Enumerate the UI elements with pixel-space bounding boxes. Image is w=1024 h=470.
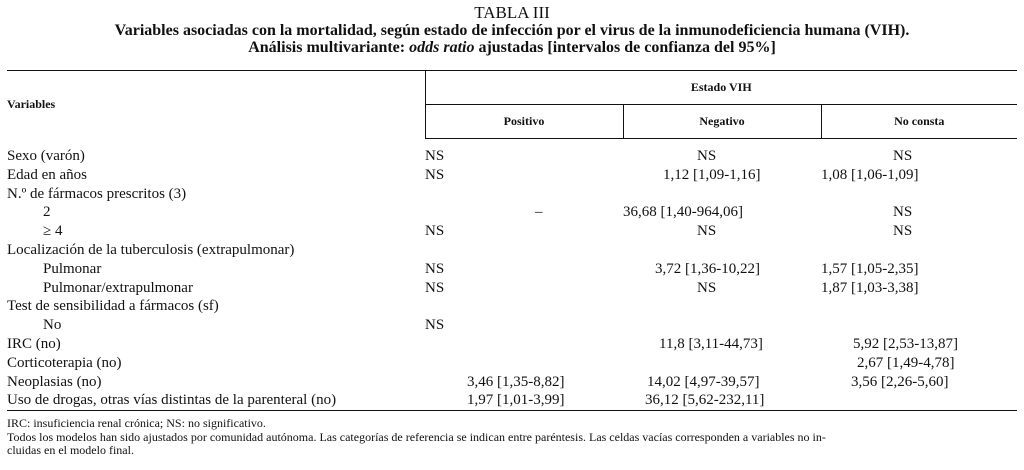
cell-no-consta: NS: [893, 204, 913, 221]
cell-negativo: 36,12 [5,62-232,11]: [623, 391, 821, 410]
cell-negativo: [623, 354, 821, 373]
table-row: [7, 222, 1017, 241]
cell-positivo: NS: [425, 166, 445, 183]
cell-negativo: 11,8 [3,11-44,73]: [659, 335, 763, 352]
row-label: Localización de la tuberculosis (extrapulmonar): [7, 241, 295, 258]
table-row: [7, 185, 1017, 204]
cell-no-consta: [821, 391, 1017, 410]
cell-negativo: 36,68 [1,40-964,06]: [623, 204, 743, 221]
cell-no-consta: NS: [893, 223, 913, 240]
cell-no-consta: [821, 297, 1017, 316]
column-header-positivo: Positivo: [425, 105, 623, 139]
cell-no-consta: 5,92 [2,53-13,87]: [853, 335, 958, 352]
table-row: [7, 139, 1017, 166]
table-row: [7, 241, 1017, 260]
table-row: [7, 203, 1017, 222]
row-label: N.º de fármacos prescritos (3): [7, 185, 187, 202]
cell-no-consta: [821, 316, 1017, 335]
row-label: IRC (no): [7, 335, 61, 352]
cell-positivo: NS: [425, 148, 445, 164]
table-row: [7, 373, 1017, 392]
footnote-abbreviations: IRC: insuficiencia renal crónica; NS: no significativo.: [7, 416, 266, 430]
cell-positivo: [425, 354, 623, 373]
cell-positivo: 1,97 [1,01-3,99]: [425, 391, 623, 410]
row-label: Sexo (varón): [7, 147, 85, 164]
table-row: [7, 335, 1017, 354]
footnote-notes-continued: cluidas en el modelo final.: [7, 443, 134, 457]
table-title: Variables asociadas con la mortalidad, según estado de infección por el virus de la inmunodeficiencia humana (VIH).: [114, 22, 910, 39]
cell-positivo: NS: [425, 260, 445, 277]
table-row: [7, 260, 1017, 279]
row-label: Corticoterapia (no): [7, 354, 122, 371]
cell-negativo: [623, 297, 821, 316]
cell-negativo: NS: [697, 223, 717, 240]
cell-negativo: 14,02 [4,97-39,57]: [647, 373, 760, 390]
row-label: 2: [43, 204, 51, 221]
column-header-variables: Variables: [7, 71, 425, 139]
cell-positivo: –: [535, 204, 543, 221]
cell-positivo: NS: [425, 279, 445, 296]
cell-negativo: [623, 241, 821, 260]
row-label: Neoplasias (no): [7, 373, 102, 390]
table-row: [7, 316, 1017, 335]
cell-positivo: [425, 297, 623, 316]
row-label: ≥ 4: [43, 223, 63, 240]
cell-negativo: NS: [697, 148, 717, 164]
cell-positivo: NS: [425, 223, 445, 240]
table-number: TABLA III: [474, 3, 550, 22]
table-row: [7, 279, 1017, 298]
cell-no-consta: 3,56 [2,26-5,60]: [851, 373, 949, 390]
footnote-notes: Todos los modelos han sido ajustados por comunidad autónoma. Las categorías de referencia se indican entre paréntesis. Las celdas vacías corresponden a variables no in-: [7, 429, 826, 444]
cell-no-consta: [821, 185, 1017, 204]
row-label: No: [43, 317, 62, 334]
cell-negativo: NS: [697, 279, 717, 296]
row-label: Edad en años: [7, 166, 87, 183]
cell-no-consta: 1,08 [1,06-1,09]: [821, 166, 919, 183]
cell-negativo: [623, 185, 821, 204]
column-header-no-consta: No consta: [821, 105, 1017, 139]
table-row: [7, 354, 1017, 373]
cell-no-consta: NS: [893, 148, 913, 164]
cell-positivo: [425, 241, 623, 260]
results-table: [7, 70, 1017, 411]
table-footnotes: [7, 417, 1017, 458]
cell-no-consta: 2,67 [1,49-4,78]: [857, 354, 955, 371]
cell-positivo: [425, 185, 623, 204]
table-subtitle: Análisis multivariante: odds ratio ajustadas [intervalos de confianza del 95%]: [248, 39, 776, 56]
table-row: [7, 166, 1017, 185]
cell-positivo: [425, 335, 623, 354]
cell-positivo: 3,46 [1,35-8,82]: [467, 373, 565, 390]
cell-no-consta: 1,57 [1,05-2,35]: [821, 260, 919, 277]
row-label: Test de sensibilidad a fármacos (sf): [7, 298, 219, 315]
cell-negativo: 3,72 [1,36-10,22]: [655, 260, 760, 277]
cell-positivo: NS: [425, 317, 445, 334]
table-title-block: [0, 4, 1024, 57]
table-row: [7, 297, 1017, 316]
cell-no-consta: [821, 241, 1017, 260]
table-row: [7, 391, 1017, 410]
cell-negativo: [623, 316, 821, 335]
column-header-negativo: Negativo: [623, 105, 821, 139]
row-label: Pulmonar/extrapulmonar: [43, 279, 193, 296]
row-label: Pulmonar: [43, 260, 102, 277]
column-header-estado-vih: Estado VIH: [425, 71, 1017, 105]
cell-no-consta: 1,87 [1,03-3,38]: [821, 279, 919, 296]
row-label: Uso de drogas, otras vías distintas de la parenteral (no): [7, 391, 425, 410]
cell-negativo: 1,12 [1,09-1,16]: [663, 166, 761, 183]
